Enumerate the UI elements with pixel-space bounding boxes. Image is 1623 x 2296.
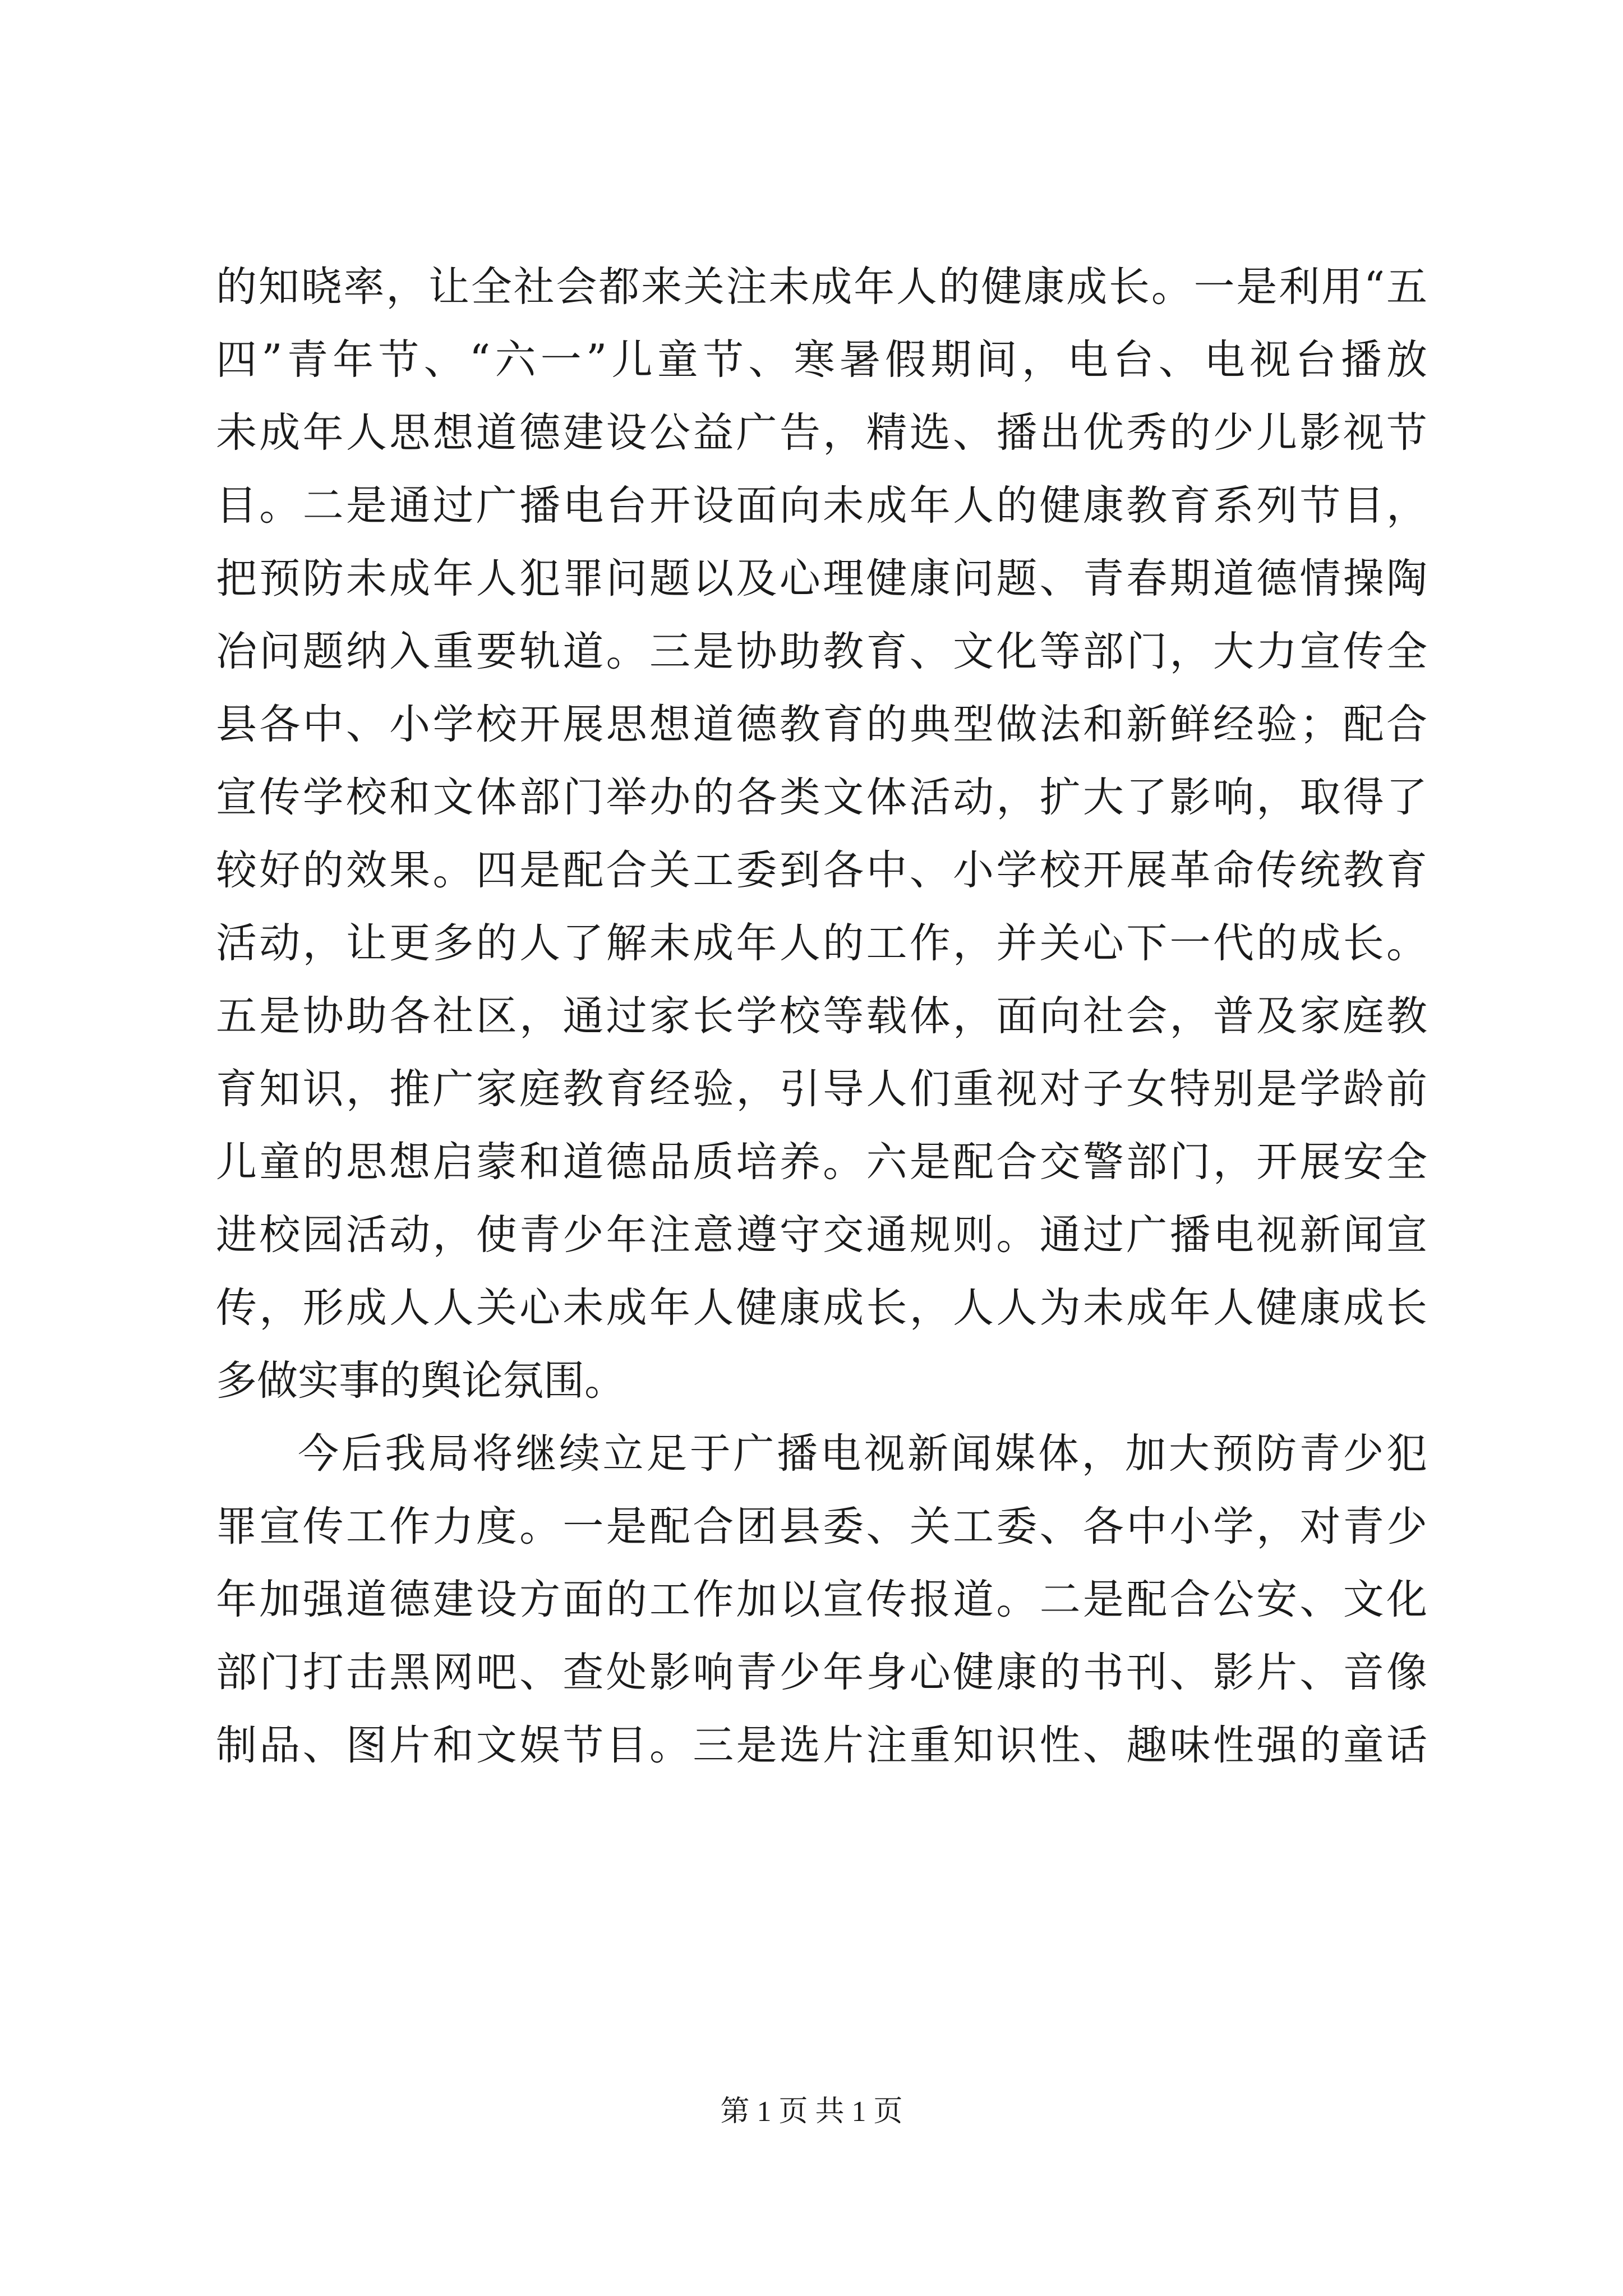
paragraph-1-line-4: 目。二是通过广播电台开设面向未成年人的健康教育系列节目， bbox=[216, 482, 1427, 530]
paragraph-1-line-13: 儿童的思想启蒙和道德品质培养。六是配合交警部门，开展安全 bbox=[216, 1138, 1427, 1186]
paragraph-1-line-11: 五是协助各社区，通过家长学校等载体，面向社会，普及家庭教 bbox=[216, 992, 1427, 1040]
paragraph-1-line-14: 进校园活动，使青少年注意遵守交通规则。通过广播电视新闻宣 bbox=[216, 1211, 1427, 1259]
paragraph-2-line-1: 今后我局将继续立足于广播电视新闻媒体，加大预防青少犯 bbox=[298, 1430, 1427, 1478]
paragraph-2-line-2: 罪宣传工作力度。一是配合团县委、关工委、各中小学，对青少 bbox=[216, 1503, 1427, 1550]
paragraph-1-line-15: 传，形成人人关心未成年人健康成长，人人为未成年人健康成长 bbox=[216, 1284, 1427, 1332]
paragraph-1-line-1: 的知晓率，让全社会都来关注未成年人的健康成长。一是利用“五 bbox=[216, 263, 1427, 311]
paragraph-1-line-2: 四”青年节、“六一”儿童节、寒暑假期间，电台、电视台播放 bbox=[216, 336, 1427, 384]
paragraph-1-line-16: 多做实事的舆论氛围。 bbox=[216, 1357, 625, 1405]
paragraph-1-line-7: 县各中、小学校开展思想道德教育的典型做法和新鲜经验；配合 bbox=[216, 701, 1427, 748]
paragraph-1-line-10: 活动，让更多的人了解未成年人的工作，并关心下一代的成长。 bbox=[216, 919, 1427, 967]
paragraph-1-line-9: 较好的效果。四是配合关工委到各中、小学校开展革命传统教育 bbox=[216, 846, 1427, 894]
page-number-footer: 第 1 页 共 1 页 bbox=[720, 2096, 903, 2128]
paragraph-1-line-12: 育知识，推广家庭教育经验，引导人们重视对子女特别是学龄前 bbox=[216, 1065, 1427, 1113]
paragraph-2-line-3: 年加强道德建设方面的工作加以宣传报道。二是配合公安、文化 bbox=[216, 1576, 1427, 1623]
paragraph-1-line-8: 宣传学校和文体部门举办的各类文体活动，扩大了影响，取得了 bbox=[216, 774, 1427, 821]
paragraph-1-line-6: 冶问题纳入重要轨道。三是协助教育、文化等部门，大力宣传全 bbox=[216, 628, 1427, 675]
paragraph-1-line-5: 把预防未成年人犯罪问题以及心理健康问题、青春期道德情操陶 bbox=[216, 555, 1427, 602]
paragraph-2-line-4: 部门打击黑网吧、查处影响青少年身心健康的书刊、影片、音像 bbox=[216, 1649, 1427, 1696]
paragraph-1-line-3: 未成年人思想道德建设公益广告，精选、播出优秀的少儿影视节 bbox=[216, 409, 1427, 457]
paragraph-2-line-5: 制品、图片和文娱节目。三是选片注重知识性、趣味性强的童话 bbox=[216, 1722, 1427, 1769]
